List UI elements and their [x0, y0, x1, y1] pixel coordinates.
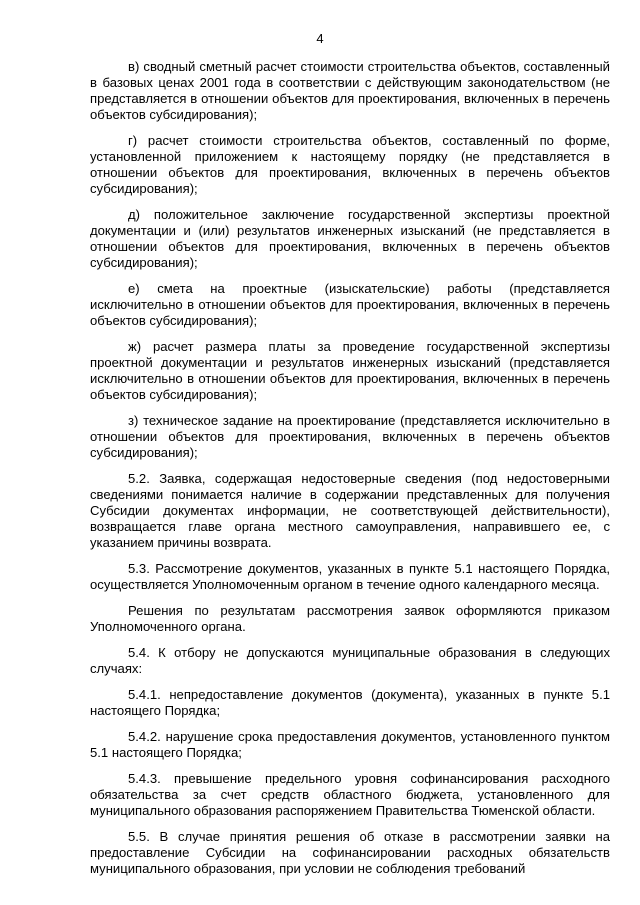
clause-5-4-2-paragraph: 5.4.2. нарушение срока предоставления документов, установленного пунктом 5.1 настоящего Порядка;: [90, 729, 610, 760]
clause-5-5-paragraph: 5.5. В случае принятия решения об отказе в рассмотрении заявки на предоставление Субсидии на софинансировании расходных обязательств муниципального образования, при условии не соблюдения требований: [90, 829, 610, 876]
clause-5-3-paragraph: 5.3. Рассмотрение документов, указанных в пункте 5.1 настоящего Порядка, осуществляется Уполномоченным органом в течение одного календарного месяца.: [90, 561, 610, 592]
clause-5-2-paragraph: 5.2. Заявка, содержащая недостоверные сведения (под недостоверными сведениями понимается наличие в содержании представленных для получения Субсидии документах информации, не соответствующей действительности), возвращается главе органа местного самоуправления, направившего ее, с указанием причины возврата.: [90, 471, 610, 550]
clause-5-4-3-paragraph: 5.4.3. превышение предельного уровня софинансирования расходного обязательства за счет средств областного бюджета, установленного для муниципального образования распоряжением Правительства Тюменской области.: [90, 771, 610, 818]
document-body: [90, 59, 610, 887]
clause-5-4-1-paragraph: 5.4.1. непредоставление документов (документа), указанных в пункте 5.1 настоящего Порядка;: [90, 687, 610, 718]
clause-5-4-paragraph: 5.4. К отбору не допускаются муниципальные образования в следующих случаях:: [90, 645, 610, 676]
item-v-paragraph: в) сводный сметный расчет стоимости строительства объектов, составленный в базовых ценах 2001 года в соответствии с действующим законодательством (не представляется в отношении объектов для проектирования, включенных в перечень объектов субсидирования);: [90, 59, 610, 122]
page-number: 4: [316, 31, 324, 46]
item-e-paragraph: е) смета на проектные (изыскательские) работы (представляется исключительно в отношении объектов для проектирования, включенных в перечень объектов субсидирования);: [90, 281, 610, 328]
item-zh-paragraph: ж) расчет размера платы за проведение государственной экспертизы проектной документации и результатов инженерных изысканий (представляется исключительно в отношении объектов для проектирования, включенных в перечень объектов субсидирования);: [90, 339, 610, 402]
item-d-paragraph: д) положительное заключение государственной экспертизы проектной документации и (или) результатов инженерных изысканий (не представляется в отношении объектов для проектирования, включенных в перечень объектов субсидирования);: [90, 207, 610, 270]
item-g-paragraph: г) расчет стоимости строительства объектов, составленный по форме, установленной приложением к настоящему порядку (не представляется в отношении объектов для проектирования, включенных в перечень объектов субсидирования);: [90, 133, 610, 196]
decisions-paragraph: Решения по результатам рассмотрения заявок оформляются приказом Уполномоченного органа.: [90, 603, 610, 634]
item-z-paragraph: з) техническое задание на проектирование (представляется исключительно в отношении объектов для проектирования, включенных в перечень объектов субсидирования);: [90, 413, 610, 460]
